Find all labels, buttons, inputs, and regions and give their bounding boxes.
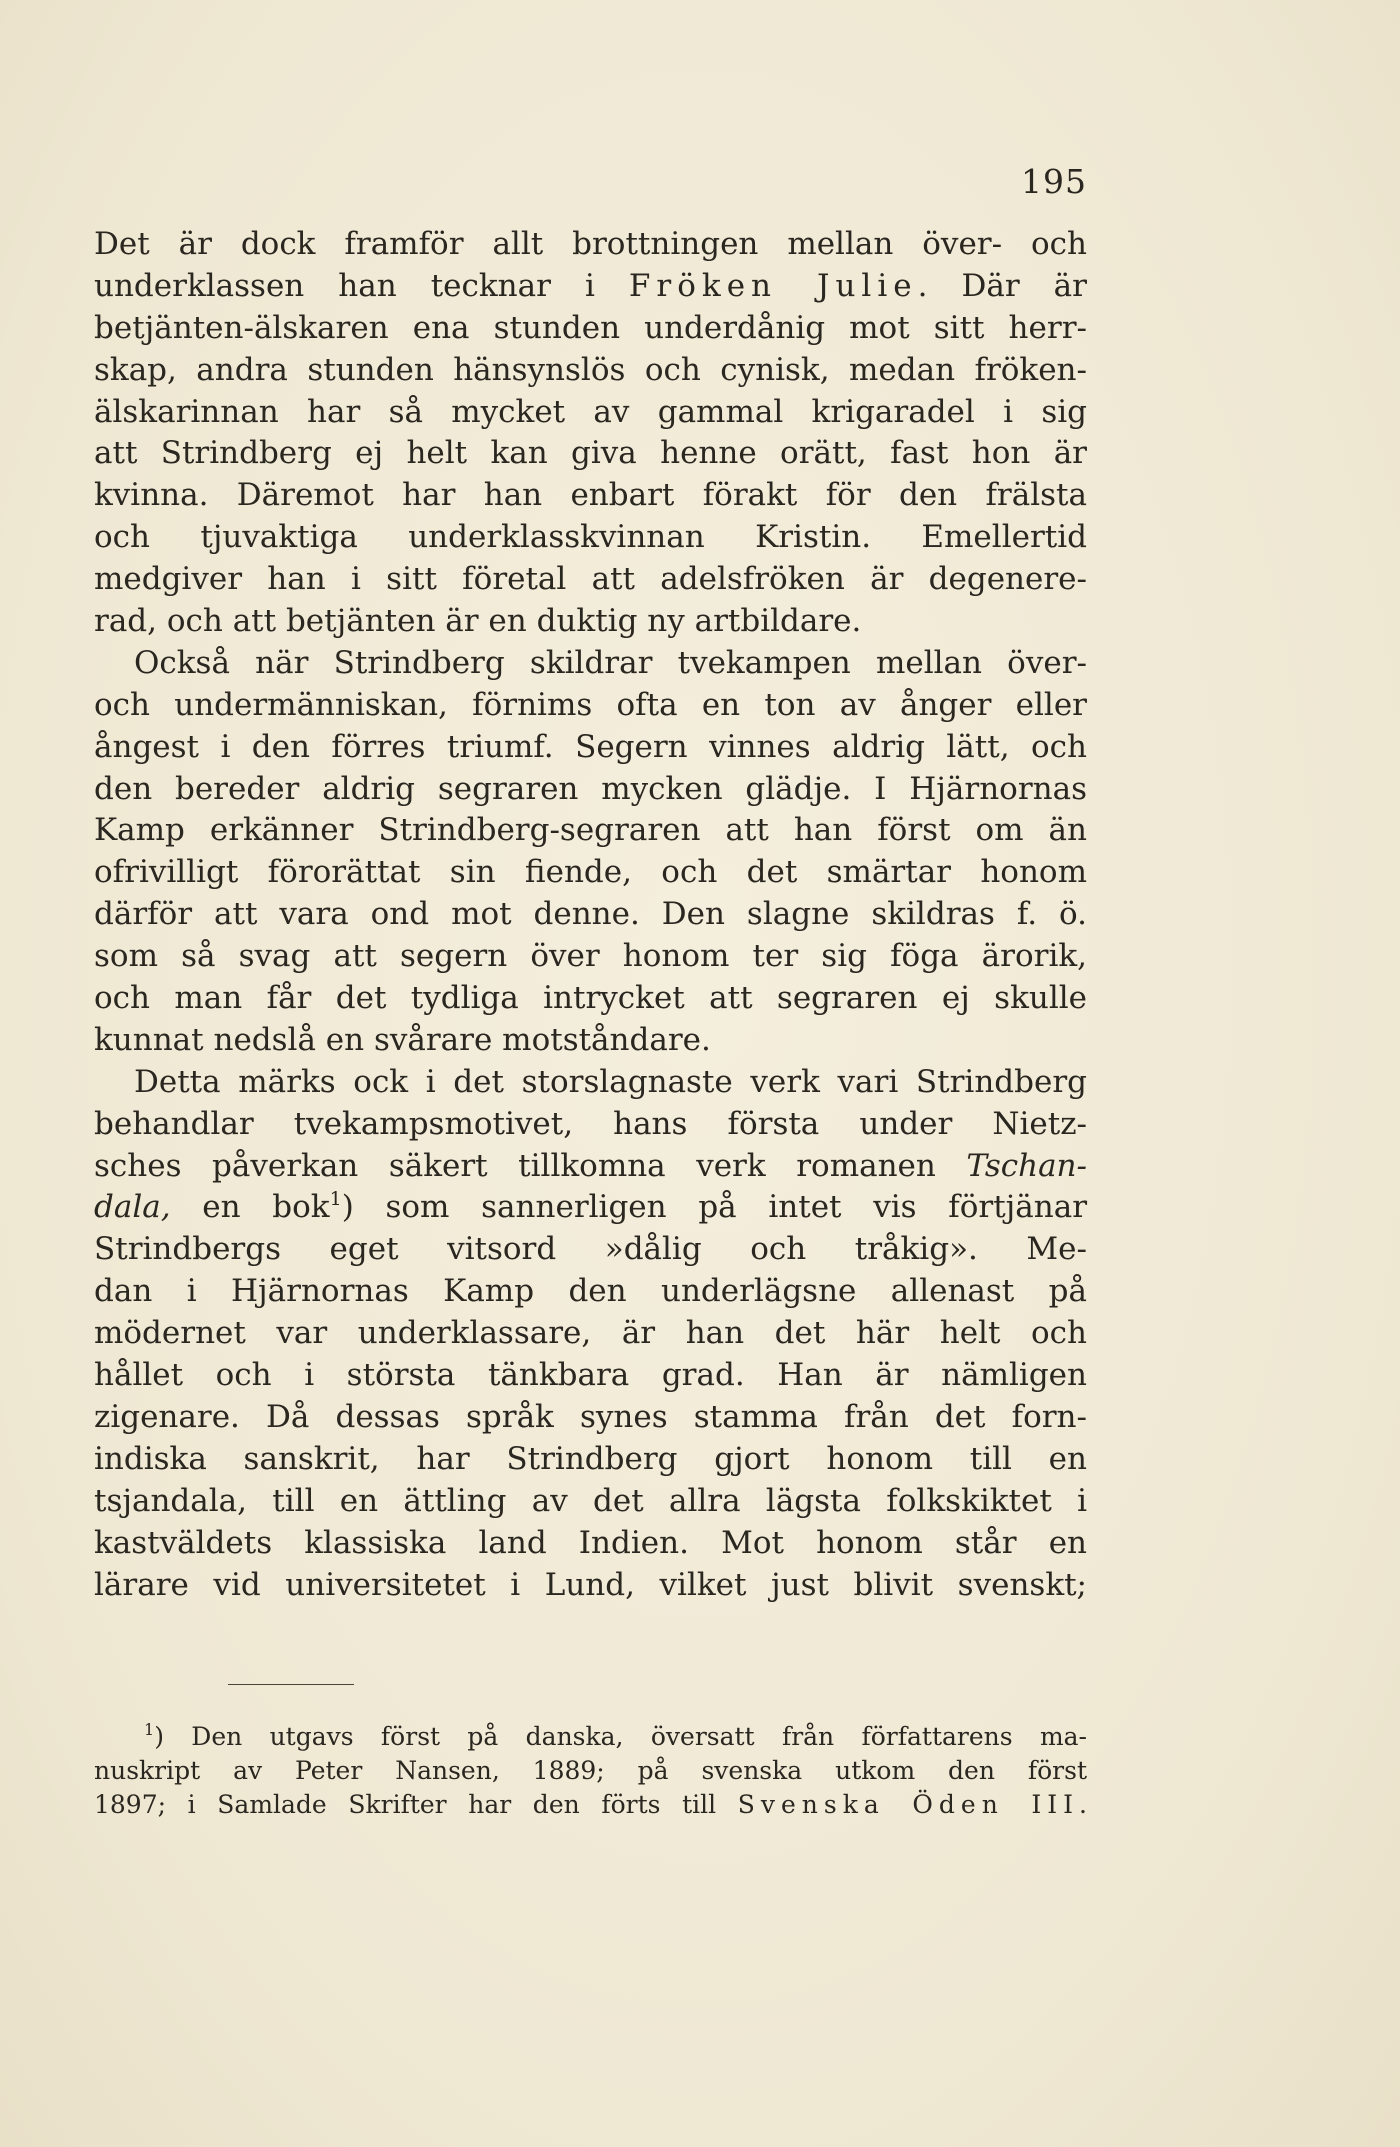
text-line	[94, 392, 1087, 434]
text-span: därför att vara ond mot denne. Den slagne skildras f. ö.	[94, 896, 1087, 933]
text-line	[94, 1313, 1087, 1355]
text-span: indiska sanskrit, har Strindberg gjort honom till en	[94, 1440, 1087, 1477]
text-span: underklassen han tecknar i	[94, 267, 629, 304]
footnote	[94, 1720, 1087, 1822]
text-span: mödernet var underklassare, är han det här helt och	[94, 1315, 1087, 1352]
text-line	[94, 852, 1087, 894]
text-span: behandlar tvekampsmotivet, hans första under Nietz-	[94, 1105, 1087, 1142]
text-line	[94, 1187, 1087, 1229]
footnote-line	[94, 1788, 1087, 1822]
text-line	[94, 936, 1087, 978]
body-text	[94, 224, 1087, 1606]
text-span: betjänten-älskaren ena stunden underdånig mot sitt herr-	[94, 309, 1087, 346]
text-line	[94, 1020, 1087, 1062]
text-line	[94, 601, 1087, 643]
text-span: ofrivilligt förorättat sin fiende, och det smärtar honom	[94, 854, 1087, 891]
text-span: älskarinnan har så mycket av gammal krigaradel i sig	[94, 393, 1087, 430]
text-span: att Strindberg ej helt kan giva henne orätt, fast hon är	[94, 435, 1087, 472]
text-line	[94, 559, 1087, 601]
text-span: ) Den utgavs först på danska, översatt från författarens ma-	[154, 1722, 1087, 1751]
text-span: .	[1079, 1790, 1087, 1819]
text-line	[94, 727, 1087, 769]
text-line	[94, 1439, 1087, 1481]
text-line	[94, 1146, 1087, 1188]
text-line	[94, 1271, 1087, 1313]
text-line	[94, 1481, 1087, 1523]
text-span: skap, andra stunden hänsynslös och cynisk, medan fröken-	[94, 351, 1087, 388]
text-line	[94, 1062, 1087, 1104]
page-number: 195	[1021, 162, 1087, 201]
text-span: . Där är	[917, 267, 1087, 304]
text-span: kvinna. Däremot har han enbart förakt för den frälsta	[94, 477, 1087, 514]
text-line	[94, 685, 1087, 727]
text-span: Också när Strindberg skildrar tvekampen mellan över-	[134, 644, 1087, 681]
novel-title: Tschan-	[966, 1147, 1087, 1184]
text-span: kunnat nedslå en svårare motståndare.	[94, 1021, 711, 1058]
text-span: som så svag att segern över honom ter sig föga ärorik,	[94, 938, 1087, 975]
text-line	[94, 266, 1087, 308]
text-span: och tjuvaktiga underklasskvinnan Kristin. Emellertid	[94, 519, 1087, 556]
play-title: Fröken Julie	[628, 267, 918, 304]
text-line	[94, 1355, 1087, 1397]
text-line	[94, 224, 1087, 266]
text-span: kastväldets klassiska land Indien. Mot honom står en	[94, 1524, 1087, 1561]
text-span: sches påverkan säkert tillkomna verk romanen	[94, 1147, 967, 1184]
text-line	[94, 1397, 1087, 1439]
text-span: ) som sannerligen på intet vis förtjänar	[341, 1189, 1088, 1226]
text-span: hållet och i största tänkbara grad. Han är nämligen	[94, 1357, 1087, 1394]
footnote-rule	[228, 1684, 354, 1685]
text-line	[94, 1104, 1087, 1146]
text-line	[94, 1229, 1087, 1271]
text-span: 1897; i Samlade Skrifter har den förts till	[94, 1790, 738, 1819]
text-line	[94, 308, 1087, 350]
text-line	[94, 769, 1087, 811]
text-span: den bereder aldrig segraren mycken glädje. I Hjärnornas	[94, 770, 1087, 807]
text-span: Strindbergs eget vitsord »dålig och tråkig». Me-	[94, 1231, 1087, 1268]
text-line	[94, 978, 1087, 1020]
text-span: nuskript av Peter Nansen, 1889; på svenska utkom den först	[94, 1756, 1087, 1785]
text-line	[94, 894, 1087, 936]
text-span: lärare vid universitetet i Lund, vilket just blivit svenskt;	[94, 1566, 1087, 1603]
footnote-reference: 1	[329, 1188, 342, 1211]
text-span: Detta märks ock i det storslagnaste verk vari Strindberg	[134, 1063, 1087, 1100]
text-span: medgiver han i sitt företal att adelsfröken är degenere-	[94, 561, 1087, 598]
text-line	[94, 350, 1087, 392]
novel-title: dala,	[94, 1189, 171, 1226]
text-span: dan i Hjärnornas Kamp den underlägsne allenast på	[94, 1273, 1087, 1310]
footnote-line	[94, 1720, 1087, 1754]
series-title: Svenska Öden III	[737, 1790, 1080, 1819]
text-span: och undermänniskan, förnims ofta en ton av ånger eller	[94, 686, 1087, 723]
text-line	[94, 433, 1087, 475]
text-span: zigenare. Då dessas språk synes stamma från det forn-	[94, 1398, 1087, 1435]
text-span: Kamp erkänner Strindberg-segraren att han först om än	[94, 812, 1087, 849]
footnote-marker: 1	[144, 1720, 155, 1739]
text-span: ångest i den förres triumf. Segern vinnes aldrig lätt, och	[94, 728, 1087, 765]
text-line	[94, 475, 1087, 517]
text-span: rad, och att betjänten är en duktig ny artbildare.	[94, 603, 862, 640]
text-span: och man får det tydliga intrycket att segraren ej skulle	[94, 980, 1087, 1017]
text-span: Det är dock framför allt brottningen mellan över- och	[94, 226, 1087, 262]
text-span: tsjandala, till en ättling av det allra lägsta folkskiktet i	[94, 1482, 1087, 1519]
text-line	[94, 810, 1087, 852]
text-line	[94, 1565, 1087, 1607]
text-span: en bok	[170, 1189, 330, 1226]
text-line	[94, 643, 1087, 685]
footnote-line	[94, 1754, 1087, 1788]
text-line	[94, 1523, 1087, 1565]
text-line	[94, 517, 1087, 559]
